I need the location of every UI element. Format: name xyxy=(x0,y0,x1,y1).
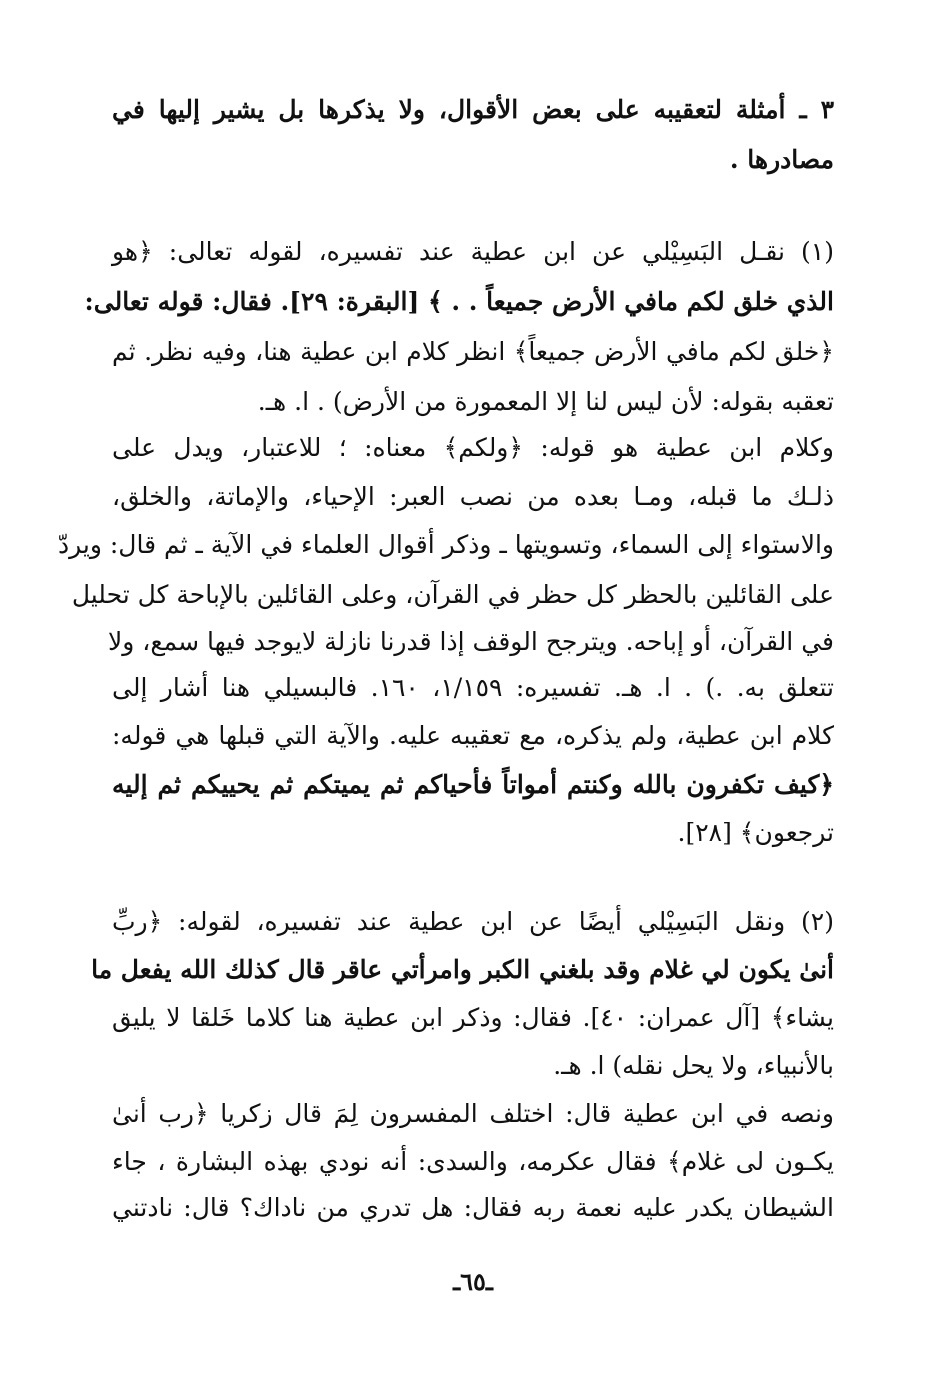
section-heading-line-2: مصادرها . xyxy=(729,145,834,174)
paragraph-1-line-12: ﴿كيف تكفرون بالله وكنتم أمواتاً فأحياكم ثم يميتكم ثم يحييكم ثم إليه xyxy=(112,770,834,799)
paragraph-2-line-4: بالأنبياء، ولا يحل نقله) ا. هـ. xyxy=(553,1051,834,1080)
paragraph-1-line-10: تتعلق به. .) . ا. هـ. تفسيره: ١/١٥٩، ١٦٠. فالبسيلي هنا أشار إلى xyxy=(112,673,834,702)
section-heading-line-1: ٣ ـ أمثلة لتعقيبه على بعض الأقوال، ولا يذكرها بل يشير إليها في xyxy=(112,95,834,124)
paragraph-1-line-9: في القرآن، أو إباحه. ويترجح الوقف إذا قدرنا نازلة لايوجد فيها سمع، ولا xyxy=(107,627,834,656)
paragraph-1-line-5: وكلام ابن عطية هو قوله: ﴿ولكم﴾ معناه: ؛ للاعتبار، ويدل على xyxy=(112,433,834,462)
paragraph-2-line-7: الشيطان يكدر عليه نعمة ربه فقال: هل تدري من ناداك؟ قال: نادتني xyxy=(112,1193,834,1222)
paragraph-1-line-2: الذي خلق لكم مافي الأرض جميعاً . . ﴾ [البقرة: ٢٩]. فقال: قوله تعالى: xyxy=(84,287,834,316)
paragraph-2-line-1: (٢) ونقل البَسِيْلي أيضًا عن ابن عطية عند تفسيره، لقوله: ﴿ربِّ xyxy=(112,907,834,936)
paragraph-2-line-2: أنىٰ يكون لي غلام وقد بلغني الكبر وامرأتي عاقر قال كذلك الله يفعل ما xyxy=(91,955,834,984)
paragraph-2-line-5: ونصه في ابن عطية قال: اختلف المفسرون لِمَ قال زكريا ﴿رب أنىٰ xyxy=(112,1099,834,1128)
paragraph-1-line-8: على القائلين بالحظر كل حظر في القرآن، وعلى القائلين بالإباحة كل تحليل xyxy=(71,580,834,609)
paragraph-1-line-11: كلام ابن عطية، ولم يذكره، مع تعقيبه عليه. والآية التي قبلها هي قوله: xyxy=(112,721,834,750)
paragraph-2-line-6: يكـون لى غلام﴾ فقال عكرمه، والسدى: أنه نودي بهذه البشارة ، جاء xyxy=(112,1147,834,1176)
paragraph-1-line-6: ذلـك ما قبله، ومـا بعده من نصب العبر: الإحياء، والإماتة، والخلق، xyxy=(112,482,834,511)
paragraph-1-line-13: ترجعون﴾ [٢٨]. xyxy=(677,818,834,847)
paragraph-1-line-3: ﴿خلق لكم مافي الأرض جميعاً﴾ انظر كلام ابن عطية هنا، وفيه نظر. ثم xyxy=(112,337,834,366)
paragraph-1-line-7: والاستواء إلى السماء، وتسويتها ـ وذكر أقوال العلماء في الآية ـ ثم قال: ويردّ xyxy=(57,530,834,559)
paragraph-1-line-4: تعقبه بقوله: لأن ليس لنا إلا المعمورة من الأرض) . ا. هـ. xyxy=(257,387,834,416)
paragraph-1-line-1: (١) نقـل البَسِيْلي عن ابن عطية عند تفسيره، لقوله تعالى: ﴿هو xyxy=(112,237,834,266)
paragraph-2-line-3: يشاء﴾ [آل عمران: ٤٠]. فقال: وذكر ابن عطية هنا كلاما خَلقا لا يليق xyxy=(112,1003,834,1032)
page-number: ـ٦٥ـ xyxy=(453,1267,493,1296)
